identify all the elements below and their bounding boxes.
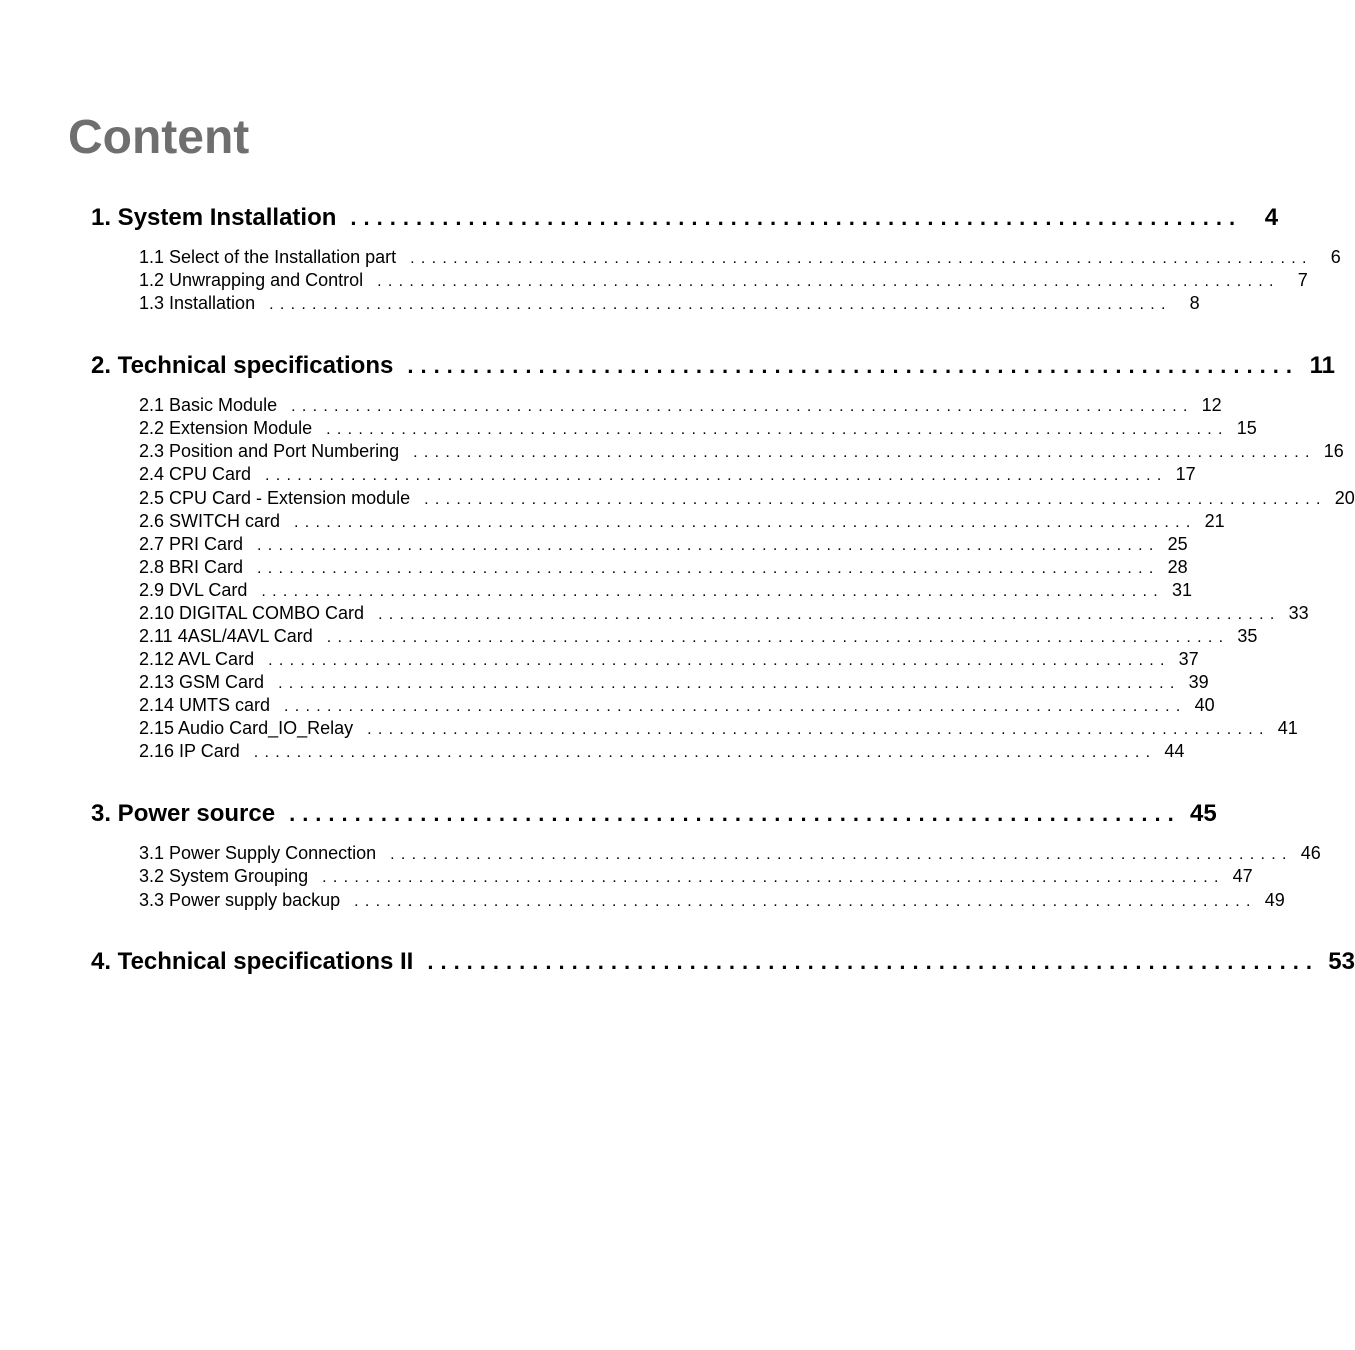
toc-entry-1-2[interactable]	[139, 269, 1308, 292]
toc-entry-label: 2.16 IP Card	[139, 741, 240, 761]
dot-leader: ....................................................................	[407, 353, 1299, 378]
toc-page-number: 47	[1232, 866, 1253, 886]
toc-page-number: 6	[1330, 247, 1341, 267]
toc-section-1[interactable]	[91, 203, 1279, 233]
dot-leader: ....................................................................................	[367, 721, 1270, 738]
toc-section-3[interactable]	[91, 799, 1217, 829]
toc-entry-label: 2.3 Position and Port Numbering	[139, 441, 400, 461]
toc-entry-label: 2.11 4ASL/4AVL Card	[139, 626, 313, 646]
dot-leader: ....................................................................................	[377, 273, 1280, 290]
toc-entry-label: 1.2 Unwrapping and Control	[139, 270, 364, 290]
toc-entry-2-7[interactable]	[139, 533, 1188, 556]
toc-page-number: 45	[1190, 800, 1217, 827]
toc-entry-2-2[interactable]	[139, 417, 1257, 440]
toc-entry-2-9[interactable]	[139, 579, 1192, 602]
page-title: Content	[68, 111, 250, 164]
toc-section-4[interactable]	[91, 947, 1355, 977]
toc-entry-2-4[interactable]	[139, 463, 1196, 486]
dot-leader: ....................................................................................	[291, 398, 1194, 415]
toc-entry-label: 1.3 Installation	[139, 293, 256, 313]
toc-page-number: 20	[1334, 488, 1355, 508]
toc-entry-2-16[interactable]	[139, 740, 1185, 763]
dot-leader: ....................................................................................	[294, 514, 1197, 531]
dot-leader: ....................................................................................	[322, 869, 1225, 886]
toc-entry-2-13[interactable]	[139, 671, 1209, 694]
toc-entry-2-5[interactable]	[139, 487, 1355, 510]
toc-entry-label: 2.15 Audio Card_IO_Relay	[139, 718, 354, 738]
toc-page-number: 16	[1323, 441, 1344, 461]
toc-page-number: 49	[1264, 890, 1285, 910]
toc-page-number: 39	[1188, 672, 1209, 692]
toc-entry-label: 2.4 CPU Card	[139, 464, 252, 484]
toc-entry-1-1[interactable]	[139, 246, 1341, 269]
toc-entry-2-3[interactable]	[139, 440, 1344, 463]
dot-leader: ....................................................................................	[424, 491, 1327, 508]
toc-section-label: 4. Technical specifications II	[91, 948, 414, 975]
dot-leader: ....................................................................................	[257, 560, 1160, 577]
toc-entry-3-2[interactable]	[139, 865, 1253, 888]
toc-section-2[interactable]	[91, 351, 1335, 381]
toc-page-number: 40	[1194, 695, 1215, 715]
toc-page-number: 33	[1288, 603, 1309, 623]
dot-leader: ....................................................................................	[284, 698, 1187, 715]
dot-leader: ....................................................................................	[278, 675, 1181, 692]
toc-entry-3-1[interactable]	[139, 842, 1321, 865]
dot-leader: ....................................................................................	[261, 583, 1164, 600]
dot-leader: ....................................................................	[350, 205, 1243, 230]
toc-entry-label: 2.13 GSM Card	[139, 672, 265, 692]
dot-leader: ....................................................................................	[413, 444, 1316, 461]
toc-entry-label: 2.1 Basic Module	[139, 395, 278, 415]
toc-entry-label: 3.3 Power supply backup	[139, 890, 341, 910]
toc-entry-3-3[interactable]	[139, 889, 1285, 912]
toc-entry-label: 3.2 System Grouping	[139, 866, 309, 886]
toc-section-label: 2. Technical specifications	[91, 352, 394, 379]
toc-entry-2-10[interactable]	[139, 602, 1309, 625]
toc-entry-2-14[interactable]	[139, 694, 1215, 717]
toc-entry-2-1[interactable]	[139, 394, 1222, 417]
toc-page-number: 7	[1297, 270, 1308, 290]
toc-page-number: 41	[1277, 718, 1298, 738]
toc-page-number: 46	[1300, 843, 1321, 863]
toc-page-number: 25	[1167, 534, 1188, 554]
toc-page-number: 37	[1178, 649, 1199, 669]
toc-page-number: 11	[1309, 352, 1335, 379]
toc-entry-label: 2.8 BRI Card	[139, 557, 244, 577]
toc-entry-label: 2.7 PRI Card	[139, 534, 244, 554]
toc-page-number: 44	[1164, 741, 1185, 761]
toc-entry-label: 1.1 Select of the Installation part	[139, 247, 397, 267]
toc-section-label: 1. System Installation	[91, 204, 337, 231]
dot-leader: ....................................................................................	[269, 296, 1172, 313]
dot-leader: ....................................................................................	[265, 467, 1168, 484]
dot-leader: ....................................................................................	[354, 893, 1257, 910]
dot-leader: ....................................................................	[427, 949, 1319, 974]
toc-entry-2-12[interactable]	[139, 648, 1199, 671]
toc-entry-label: 2.9 DVL Card	[139, 580, 248, 600]
toc-page-number: 8	[1189, 293, 1200, 313]
toc-entry-label: 2.10 DIGITAL COMBO Card	[139, 603, 365, 623]
dot-leader: ....................................................................................	[390, 846, 1293, 863]
toc-page-number: 35	[1237, 626, 1258, 646]
dot-leader: ....................................................................................	[326, 629, 1230, 646]
toc-page-number: 21	[1204, 511, 1225, 531]
toc-entry-2-15[interactable]	[139, 717, 1298, 740]
toc-page-number: 28	[1167, 557, 1188, 577]
dot-leader: ....................................................................................	[257, 537, 1160, 554]
dot-leader: ....................................................................................	[326, 421, 1229, 438]
toc-entry-label: 3.1 Power Supply Connection	[139, 843, 377, 863]
dot-leader: ....................................................................	[289, 801, 1181, 826]
toc-entry-label: 2.12 AVL Card	[139, 649, 255, 669]
toc-page-number: 53	[1328, 948, 1355, 975]
toc-page-number: 12	[1201, 395, 1222, 415]
dot-leader: ....................................................................................	[268, 652, 1171, 669]
toc-entry-2-11[interactable]	[139, 625, 1258, 648]
toc-page-number: 15	[1236, 418, 1257, 438]
toc-page-number: 31	[1171, 580, 1192, 600]
toc-page-number: 4	[1264, 204, 1279, 231]
dot-leader: ....................................................................................	[410, 250, 1313, 267]
toc-entry-label: 2.6 SWITCH card	[139, 511, 281, 531]
toc-entry-2-6[interactable]	[139, 510, 1225, 533]
dot-leader: ....................................................................................	[253, 744, 1157, 761]
toc-entry-label: 2.2 Extension Module	[139, 418, 313, 438]
toc-entry-label: 2.14 UMTS card	[139, 695, 271, 715]
toc-section-label: 3. Power source	[91, 800, 276, 827]
toc-entry-1-3[interactable]	[139, 292, 1200, 315]
toc-page-number: 17	[1175, 464, 1196, 484]
toc-entry-2-8[interactable]	[139, 556, 1188, 579]
dot-leader: ....................................................................................	[378, 606, 1281, 623]
toc-entry-label: 2.5 CPU Card - Extension module	[139, 488, 411, 508]
